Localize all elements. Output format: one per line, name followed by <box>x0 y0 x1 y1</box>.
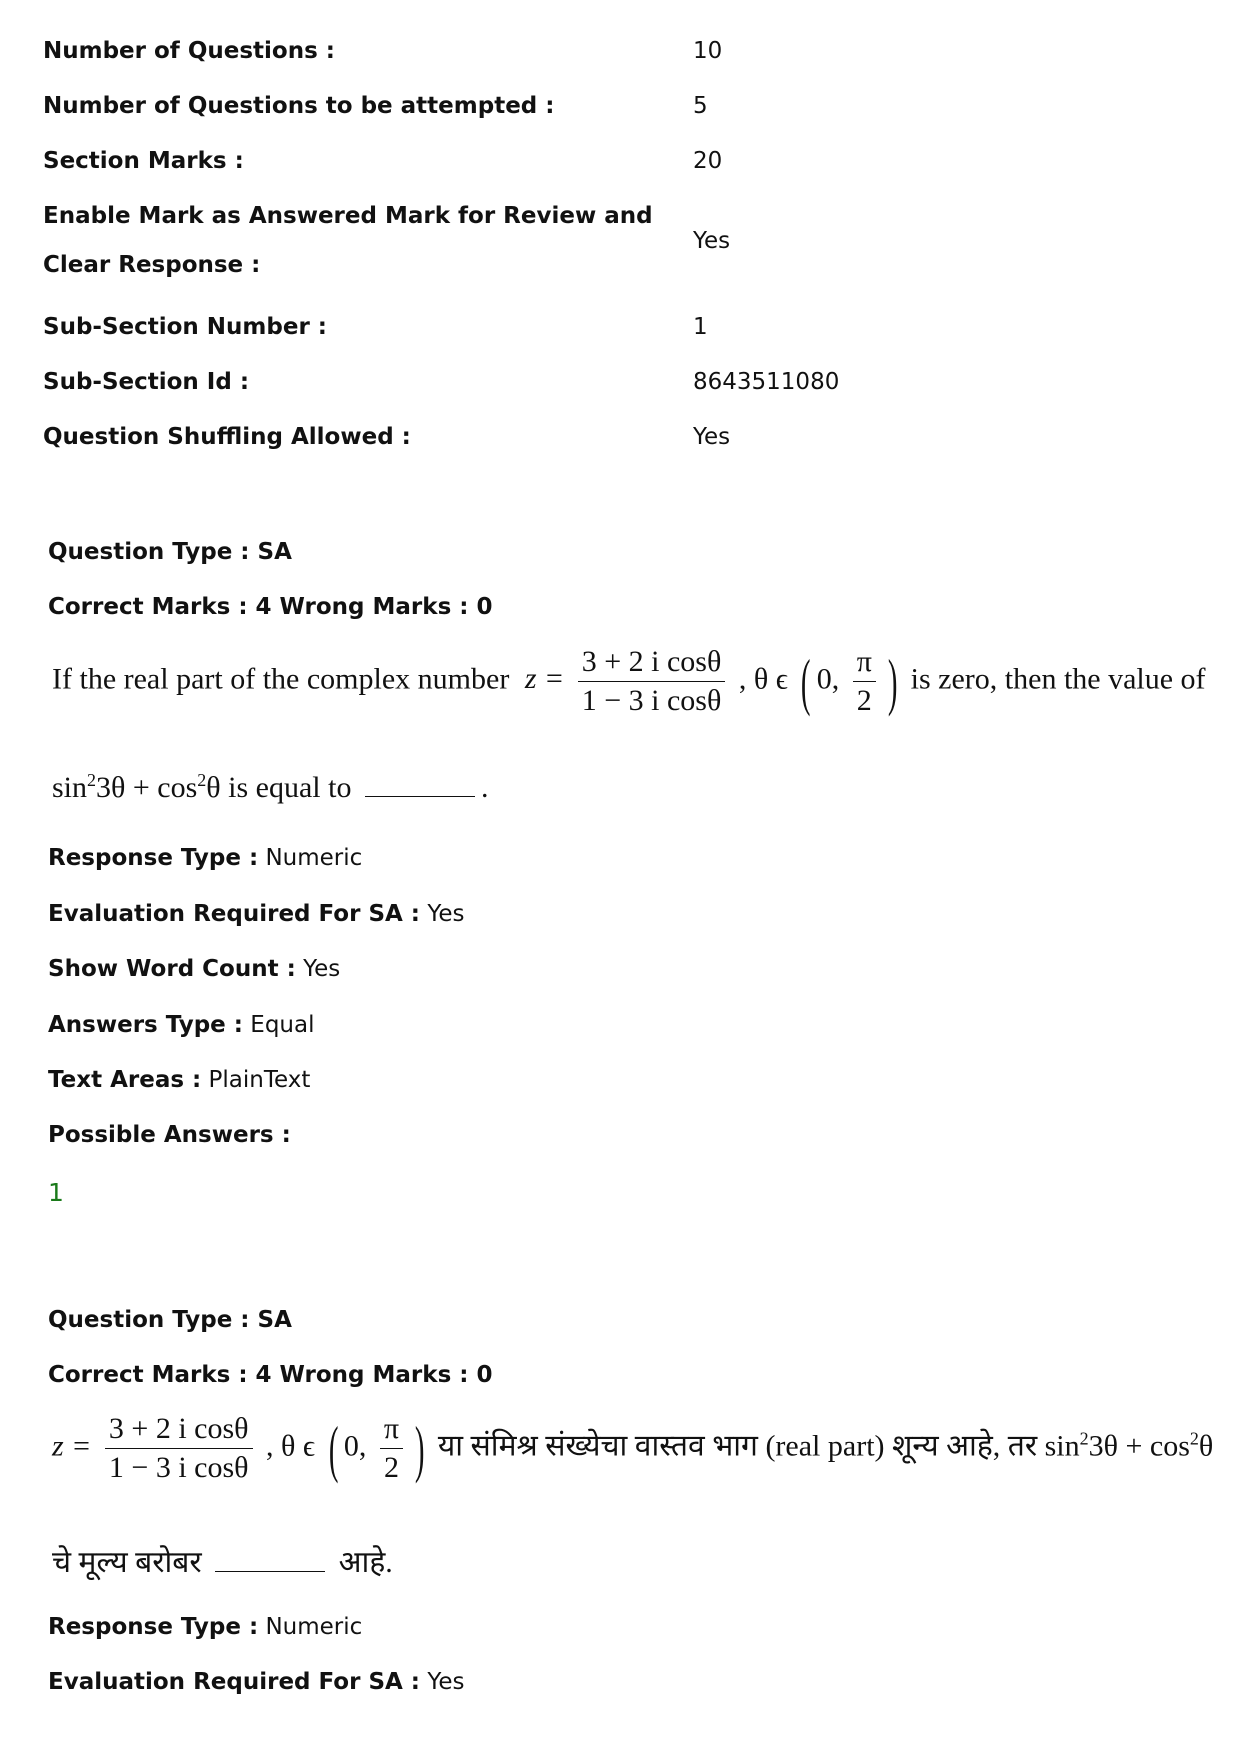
superscript: 2 <box>87 770 97 790</box>
q2-z-eq: z = <box>52 1429 92 1463</box>
cos-text: 3θ + cos <box>96 771 198 804</box>
cos-text: 3θ + cos <box>1088 1429 1190 1463</box>
pi: π <box>380 1412 403 1449</box>
info-row-subsection-number <box>43 302 1193 352</box>
right-paren: ) <box>414 1412 425 1484</box>
info-label: Number of Questions to be attempted : <box>43 93 555 119</box>
superscript: 2 <box>1079 1428 1089 1449</box>
q2-question-line2 <box>52 1540 393 1581</box>
q2-fraction <box>105 1412 253 1485</box>
q1-type: Question Type : SA <box>48 539 292 565</box>
q2-eval-required: Evaluation Required For SA : Yes <box>48 1669 465 1695</box>
info-row-attempted <box>43 81 1193 131</box>
q1-question-text <box>52 645 1206 718</box>
left-paren: ( <box>801 645 811 717</box>
q2-frac-den: 1 − 3 i cosθ <box>108 1451 249 1484</box>
q2-line2-pre: चे मूल्य बरोबर <box>52 1546 202 1579</box>
q2-type: Question Type : SA <box>48 1307 292 1333</box>
q1-text-post: is zero, then the value of <box>910 662 1206 696</box>
two: 2 <box>856 684 872 717</box>
right-paren: ) <box>887 645 898 717</box>
info-label: Number of Questions : <box>43 38 335 64</box>
q1-frac-den: 1 − 3 i cosθ <box>581 684 722 717</box>
superscript: 2 <box>197 770 207 790</box>
q1-word-count: Show Word Count : Yes <box>48 956 341 982</box>
q1-response-type: Response Type : Numeric <box>48 845 363 871</box>
info-label: Question Shuffling Allowed : <box>43 424 411 450</box>
q2-interval-start: 0, <box>343 1429 367 1463</box>
info-row-questions <box>43 26 1193 76</box>
q1-text-pre: If the real part of the complex number <box>52 662 510 696</box>
info-row-subsection-id <box>43 357 1193 407</box>
info-row-mark-review <box>43 191 1193 291</box>
info-label: Sub-Section Number : <box>43 314 328 340</box>
q2-text-marathi: या संमिश्र संख्येचा वास्तव भाग (real part) शून्य आहे, तर sin <box>437 1429 1080 1463</box>
info-label-continued: Clear Response : <box>43 252 261 278</box>
sin-text: sin <box>52 771 88 804</box>
q2-pi-over-2 <box>380 1412 403 1485</box>
q2-theta-in: , θ ϵ <box>266 1429 316 1463</box>
q2-line2-post: आहे. <box>338 1546 393 1579</box>
info-label: Enable Mark as Answered Mark for Review and <box>43 203 653 229</box>
q2-response-type: Response Type : Numeric <box>48 1614 363 1640</box>
info-label: Sub-Section Id : <box>43 369 250 395</box>
q1-fraction <box>578 645 726 718</box>
q1-possible-answers: Possible Answers : <box>48 1122 291 1148</box>
superscript: 2 <box>1189 1428 1199 1449</box>
q2-question-text <box>52 1412 1213 1485</box>
info-value: 20 <box>693 148 723 174</box>
answer-blank <box>365 796 475 797</box>
q1-z-eq: z = <box>524 662 565 696</box>
q1-question-line2 <box>52 770 488 805</box>
q1-pi-over-2 <box>853 645 876 718</box>
info-value: 10 <box>693 38 723 64</box>
q1-marks: Correct Marks : 4 Wrong Marks : 0 <box>48 594 493 620</box>
q1-eval-required: Evaluation Required For SA : Yes <box>48 901 465 927</box>
answer-blank <box>215 1571 325 1572</box>
q1-text-areas: Text Areas : PlainText <box>48 1067 311 1093</box>
info-value: 5 <box>693 93 708 119</box>
q1-answer-value: 1 <box>48 1178 64 1207</box>
info-value: Yes <box>693 424 731 450</box>
period: . <box>480 771 489 804</box>
info-row-section-marks <box>43 136 1193 186</box>
left-paren: ( <box>328 1412 339 1484</box>
pi: π <box>853 645 876 682</box>
equal-to-text: θ is equal to <box>206 771 352 804</box>
info-value: 1 <box>693 314 708 340</box>
q1-answers-type: Answers Type : Equal <box>48 1012 315 1038</box>
info-label: Section Marks : <box>43 148 244 174</box>
q1-theta-in: , θ ϵ <box>738 662 788 696</box>
info-row-shuffling <box>43 412 1193 462</box>
q2-frac-num: 3 + 2 i cosθ <box>105 1412 253 1449</box>
q1-frac-num: 3 + 2 i cosθ <box>578 645 726 682</box>
info-value: 8643511080 <box>693 369 840 395</box>
info-value: Yes <box>693 228 731 254</box>
q1-interval-start: 0, <box>816 662 840 696</box>
q2-marks: Correct Marks : 4 Wrong Marks : 0 <box>48 1362 493 1388</box>
theta-text: θ <box>1198 1429 1214 1463</box>
two: 2 <box>383 1451 399 1484</box>
